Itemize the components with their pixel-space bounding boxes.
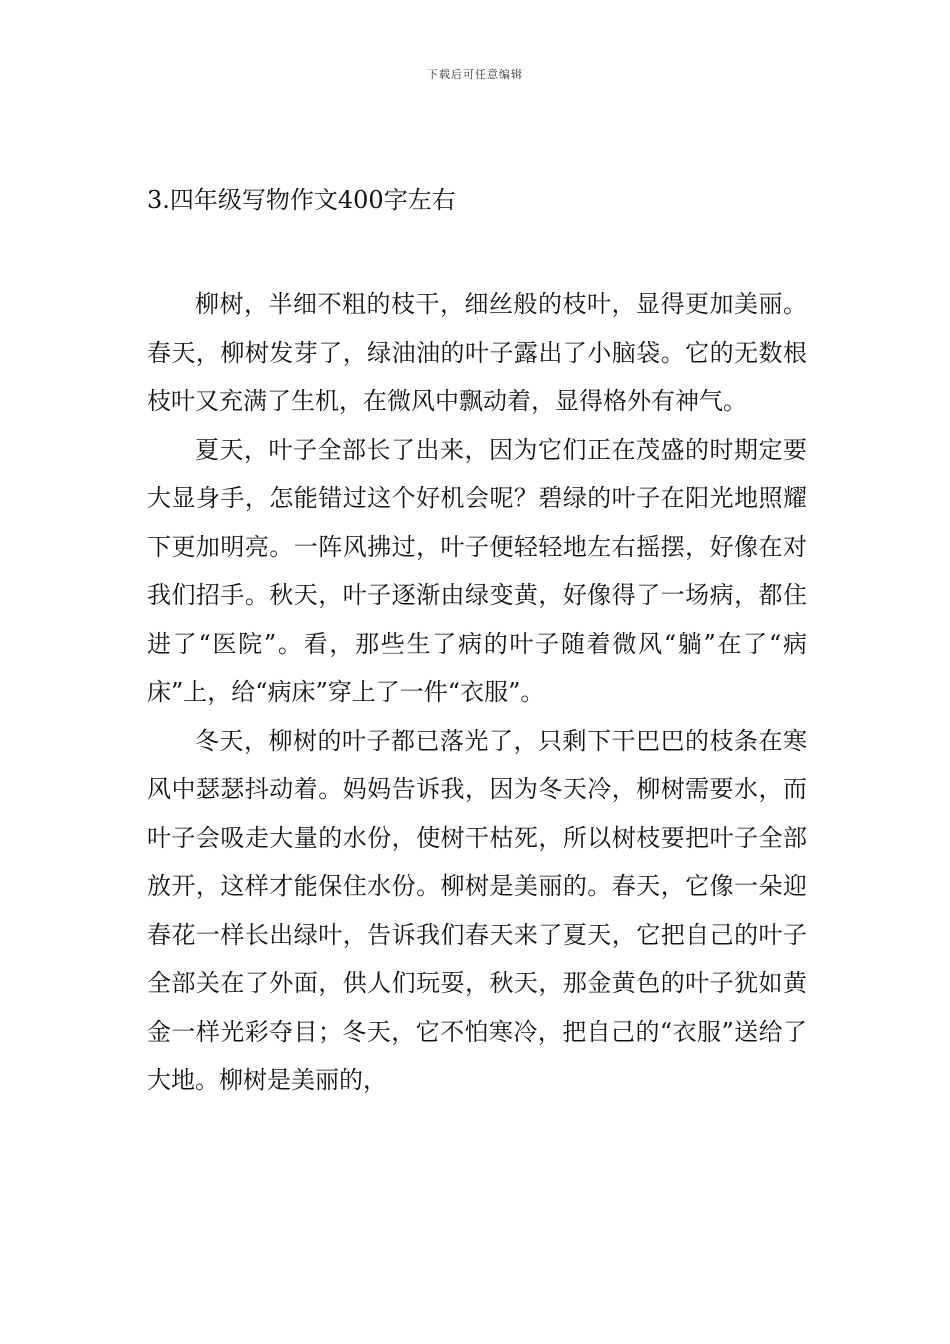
paragraph-summer-autumn: 夏天，叶子全部长了出来，因为它们正在茂盛的时期定要大显身手，怎能错过这个好机会呢？碧绿的叶子在阳光地照耀下更加明亮。一阵风拂过，叶子便轻轻地左右摇摆，好像在对我们招手。秋天，叶子逐渐由绿变黄，好像得了一场病，都住进了“医院”。看，那些生了病的叶子随着微风“躺”在了“病床”上，给“病床”穿上了一件“衣服”。	[147, 435, 807, 706]
page-header-note: 下载后可任意编辑	[427, 68, 523, 81]
paragraph-spring: 柳树，半细不粗的枝干，细丝般的枝叶，显得更加美丽。春天，柳树发芽了，绿油油的叶子露出了小脑袋。它的无数根枝叶又充满了生机，在微风中飘动着，显得格外有神气。	[147, 290, 807, 415]
paragraph-winter: 冬天，柳树的叶子都已落光了，只剩下干巴巴的枝条在寒风中瑟瑟抖动着。妈妈告诉我，因为冬天冷，柳树需要水，而叶子会吸走大量的水份，使树干枯死，所以树枝要把叶子全部放开，这样才能保住水份。柳树是美丽的。春天，它像一朵迎春花一样长出绿叶，告诉我们春天来了夏天，它把自己的叶子全部关在了外面，供人们玩耍，秋天，那金黄色的叶子犹如黄金一样光彩夺目；冬天，它不怕寒冷，把自己的“衣服”送给了大地。柳树是美丽的，	[147, 726, 807, 1094]
document-title: 3.四年级写物作文400字左右	[147, 186, 456, 214]
document-body	[147, 280, 807, 1105]
